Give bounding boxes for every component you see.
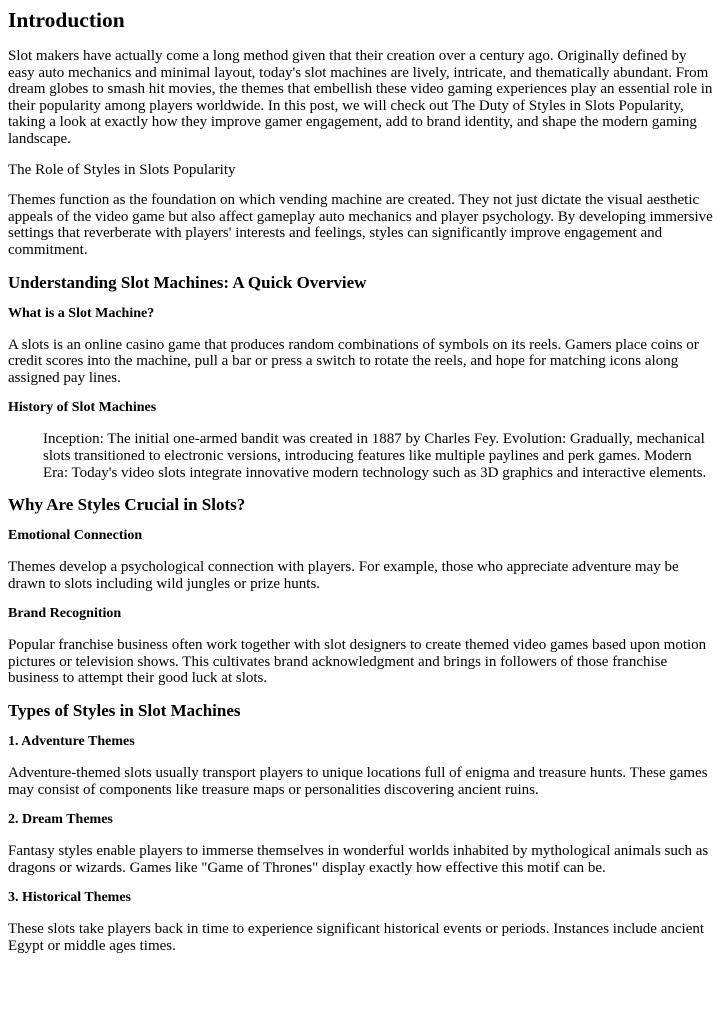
- intro-subtitle: The Role of Styles in Slots Popularity: [8, 161, 236, 178]
- adventure-heading: 1. Adventure Themes: [8, 734, 135, 750]
- historical-heading: 3. Historical Themes: [8, 890, 132, 906]
- historical-paragraph: These slots take players back in time to experience significant historical events or periods. Instances include ancient Egypt or middle ages times.: [8, 921, 705, 955]
- what-is-slot-heading: What is a Slot Machine?: [8, 305, 155, 321]
- emotional-heading: Emotional Connection: [8, 528, 143, 544]
- dream-heading: 2. Dream Themes: [8, 812, 113, 828]
- overview-heading: Understanding Slot Machines: A Quick Overview: [8, 272, 367, 292]
- why-heading: Why Are Styles Crucial in Slots?: [8, 495, 246, 515]
- article: [0, 8, 720, 955]
- brand-heading: Brand Recognition: [8, 606, 122, 622]
- adventure-paragraph: Adventure-themed slots usually transport players to unique locations full of enigma and treasure hunts. These games may consist of components like treasure maps or personalities discovering ancient ruins.: [8, 765, 708, 798]
- emotional-paragraph: Themes develop a psychological connection with players. For example, those who appreciate adventure may be drawn to slots including wild jungles or prize hunts.: [8, 559, 679, 592]
- types-heading: Types of Styles in Slot Machines: [8, 701, 241, 721]
- history-heading: History of Slot Machines: [8, 400, 157, 416]
- intro-heading: Introduction: [8, 8, 125, 32]
- dream-paragraph: Fantasy styles enable players to immerse themselves in wonderful worlds inhabited by mythological animals such as dragons or wizards. Games like "Game of Thrones" display exactly how effective this motif can be.: [8, 843, 709, 876]
- history-blockquote: Inception: The initial one-armed bandit was created in 1887 by Charles Fey. Evolution: Gradually, mechanical slots transitioned to electronic versions, introducing features like multiple paylines and perk games. Modern Era: Today's video slots integrate innovative modern technology such as 3D graphics and interactive elements.: [43, 431, 707, 481]
- intro-paragraph: Slot makers have actually come a long method given that their creation over a century ago. Originally defined by easy auto mechanics and minimal layout, today's slot machines are lively, intricate, and thematically abundant. From dream globes to smash hit movies, the themes that embellish these video gaming experiences play an essential role in their popularity among players worldwide. In this post, we will check out The Duty of Styles in Slots Popularity, taking a look at exactly how they improve gamer engagement, add to brand identity, and shape the modern gaming landscape.: [8, 48, 713, 147]
- brand-paragraph: Popular franchise business often work together with slot designers to create themed video games based upon motion pictures or television shows. This cultivates brand acknowledgment and brings in followers of those franchise business to attempt their good luck at slots.: [8, 637, 707, 687]
- what-is-slot-paragraph: A slots is an online casino game that produces random combinations of symbols on its reels. Gamers place coins or credit scores into the machine, pull a bar or press a switch to rotate the reels, and hope for matching icons along assigned pay lines.: [8, 336, 699, 386]
- intro-themes-paragraph: Themes function as the foundation on which vending machine are created. They not just dictate the visual aesthetic appeals of the video game but also affect gameplay auto mechanics and player psychology. By developing immersive settings that reverberate with players' interests and feelings, styles can significantly improve engagement and commitment.: [8, 192, 713, 258]
